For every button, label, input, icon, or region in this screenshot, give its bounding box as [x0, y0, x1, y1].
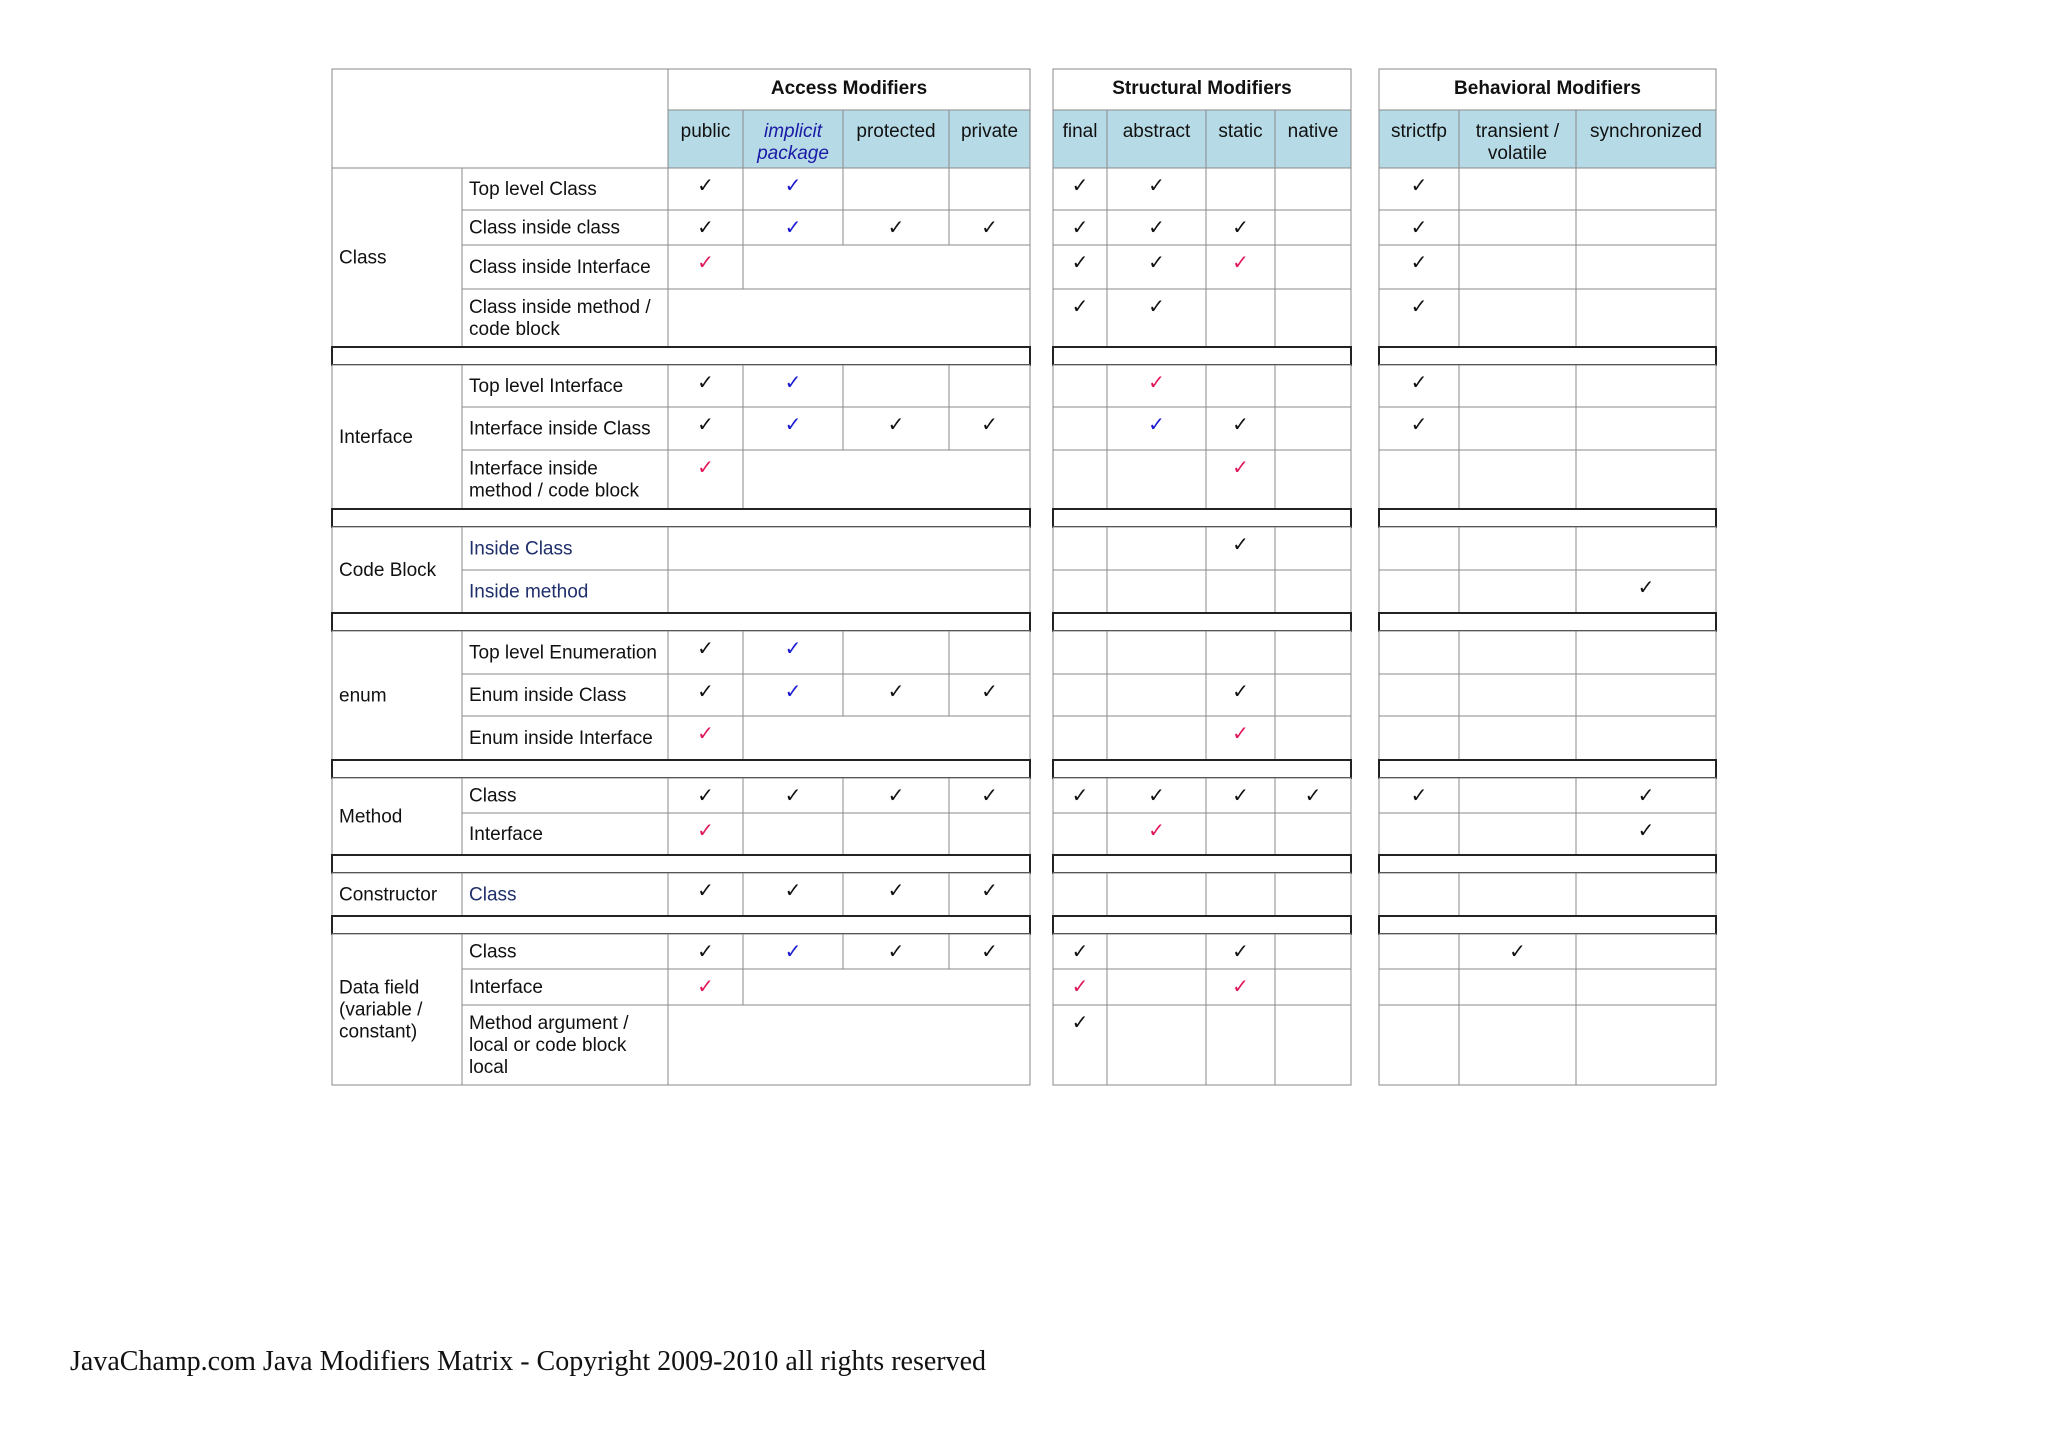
section-separator [1379, 613, 1716, 631]
matrix-cell [1275, 813, 1351, 855]
matrix-cell [1459, 450, 1576, 509]
merged-blank-cell [743, 969, 1030, 1005]
section-separator [1379, 855, 1716, 873]
column-header-label: public [680, 121, 731, 142]
check-mark-icon: ✓ [1071, 974, 1089, 998]
check-mark-icon: ✓ [981, 412, 998, 436]
matrix-cell [949, 168, 1030, 210]
row-label: Inside Class [469, 538, 573, 560]
matrix-cell [1459, 873, 1576, 916]
matrix-cell [1576, 365, 1716, 407]
matrix-cell [1206, 813, 1275, 855]
column-header-label: private [960, 121, 1019, 142]
merged-blank-cell [668, 527, 1030, 570]
check-mark-icon: ✓ [784, 679, 802, 703]
matrix-cell [843, 168, 949, 210]
matrix-cell [949, 365, 1030, 407]
matrix-cell [1053, 407, 1107, 450]
matrix-cell [1576, 1005, 1716, 1085]
row-label: Class [469, 785, 517, 807]
row-label: Interface [469, 824, 543, 845]
check-mark-icon: ✓ [697, 412, 714, 436]
matrix-cell [1053, 631, 1107, 674]
matrix-cell [1379, 934, 1459, 969]
matrix-cell [1379, 570, 1459, 613]
matrix-cell [1107, 674, 1206, 716]
matrix-cell [1576, 873, 1716, 916]
check-mark-icon: ✓ [1071, 250, 1089, 274]
matrix-cell [1379, 813, 1459, 855]
check-mark-icon: ✓ [1232, 250, 1249, 274]
matrix-cell [1459, 969, 1576, 1005]
matrix-cell [1275, 631, 1351, 674]
row-label: Interface inside method / code block [469, 458, 640, 502]
check-mark-icon: ✓ [784, 370, 802, 394]
check-mark-icon: ✓ [1410, 250, 1428, 274]
row-label: Top level Enumeration [469, 642, 657, 664]
matrix-cell [1053, 716, 1107, 760]
check-mark-icon: ✓ [1509, 939, 1526, 963]
section-label: Interface [339, 427, 413, 448]
copyright-footer: JavaChamp.com Java Modifiers Matrix - Copyright 2009-2010 all rights reserved [70, 1346, 987, 1377]
section-separator [332, 855, 1030, 873]
matrix-cell [1275, 450, 1351, 509]
matrix-cell [1275, 527, 1351, 570]
column-header-label: protected [856, 121, 936, 142]
row-label: Method argument / local or code block local [469, 1013, 629, 1078]
matrix-cell [1459, 527, 1576, 570]
check-mark-icon: ✓ [697, 878, 714, 902]
merged-blank-cell [668, 1005, 1030, 1085]
check-mark-icon: ✓ [887, 878, 905, 902]
matrix-cell [1053, 570, 1107, 613]
check-mark-icon: ✓ [1637, 783, 1655, 807]
group-header-label: Structural Modifiers [1112, 78, 1292, 99]
matrix-cell [1459, 631, 1576, 674]
matrix-cell [1206, 289, 1275, 347]
row-label: Class inside class [469, 217, 620, 239]
column-header-label: implicit package [757, 121, 829, 164]
matrix-cell [1107, 570, 1206, 613]
group-header-label: Access Modifiers [770, 78, 928, 99]
matrix-cell [1576, 527, 1716, 570]
check-mark-icon: ✓ [1232, 679, 1249, 703]
check-mark-icon: ✓ [697, 939, 714, 963]
check-mark-icon: ✓ [697, 215, 714, 239]
column-header-label: final [1062, 121, 1098, 142]
check-mark-icon: ✓ [697, 783, 714, 807]
section-label: Method [339, 806, 403, 828]
check-mark-icon: ✓ [1410, 783, 1428, 807]
section-separator [1379, 509, 1716, 527]
matrix-cell [1107, 969, 1206, 1005]
section-separator [1379, 916, 1716, 934]
check-mark-icon: ✓ [1410, 294, 1428, 318]
merged-blank-cell [668, 570, 1030, 613]
matrix-cell [1275, 289, 1351, 347]
check-mark-icon: ✓ [1232, 215, 1249, 239]
matrix-cell [1206, 570, 1275, 613]
matrix-cell [1107, 934, 1206, 969]
section-separator [1379, 760, 1716, 778]
matrix-cell [1576, 407, 1716, 450]
column-header-label: abstract [1122, 121, 1191, 142]
check-mark-icon: ✓ [1232, 455, 1249, 479]
row-label: Interface inside Class [469, 418, 651, 440]
matrix-cell [743, 813, 843, 855]
matrix-cell [1206, 873, 1275, 916]
check-mark-icon: ✓ [784, 939, 802, 963]
check-mark-icon: ✓ [1232, 721, 1249, 745]
check-mark-icon: ✓ [981, 939, 998, 963]
merged-blank-cell [743, 716, 1030, 760]
row-label: Class inside Interface [469, 257, 651, 278]
check-mark-icon: ✓ [1410, 412, 1428, 436]
matrix-cell [1576, 450, 1716, 509]
merged-blank-cell [743, 245, 1030, 289]
check-mark-icon: ✓ [887, 215, 905, 239]
matrix-cell [1379, 969, 1459, 1005]
matrix-cell [1379, 450, 1459, 509]
check-mark-icon: ✓ [1071, 1010, 1089, 1034]
check-mark-icon: ✓ [887, 783, 905, 807]
check-mark-icon: ✓ [887, 679, 905, 703]
matrix-cell [1107, 450, 1206, 509]
matrix-cell [1053, 365, 1107, 407]
matrix-cell [1576, 245, 1716, 289]
section-separator [1053, 855, 1351, 873]
check-mark-icon: ✓ [1232, 783, 1249, 807]
matrix-cell [1576, 934, 1716, 969]
check-mark-icon: ✓ [697, 250, 714, 274]
matrix-cell [1107, 631, 1206, 674]
check-mark-icon: ✓ [784, 636, 802, 660]
column-header-label: strictfp [1391, 121, 1447, 142]
matrix-cell [1459, 813, 1576, 855]
matrix-cell [1275, 934, 1351, 969]
check-mark-icon: ✓ [1148, 370, 1165, 394]
matrix-cell [1379, 716, 1459, 760]
matrix-cell [1379, 1005, 1459, 1085]
matrix-cell [1379, 527, 1459, 570]
check-mark-icon: ✓ [697, 636, 714, 660]
section-separator [1379, 347, 1716, 365]
matrix-cell [1107, 873, 1206, 916]
section-separator [332, 347, 1030, 365]
matrix-cell [843, 365, 949, 407]
matrix-cell [1275, 873, 1351, 916]
matrix-cell [843, 813, 949, 855]
matrix-cell [1206, 631, 1275, 674]
matrix-cell [1379, 631, 1459, 674]
matrix-cell [1576, 289, 1716, 347]
check-mark-icon: ✓ [784, 412, 802, 436]
row-label: Top level Class [469, 179, 597, 200]
column-header-label: synchronized [1590, 121, 1702, 142]
check-mark-icon: ✓ [1410, 370, 1428, 394]
group-header-label: Behavioral Modifiers [1454, 78, 1641, 99]
merged-blank-cell [668, 289, 1030, 347]
matrix-cell [1053, 813, 1107, 855]
matrix-cell [1107, 1005, 1206, 1085]
check-mark-icon: ✓ [784, 173, 802, 197]
matrix-cell [1107, 527, 1206, 570]
check-mark-icon: ✓ [1232, 532, 1249, 556]
check-mark-icon: ✓ [1410, 215, 1428, 239]
check-mark-icon: ✓ [1232, 412, 1249, 436]
matrix-cell [1379, 873, 1459, 916]
section-separator [1053, 613, 1351, 631]
check-mark-icon: ✓ [784, 878, 802, 902]
section-separator [1053, 760, 1351, 778]
matrix-cell [1275, 674, 1351, 716]
check-mark-icon: ✓ [1148, 783, 1165, 807]
section-separator [1053, 509, 1351, 527]
matrix-cell [1459, 168, 1576, 210]
check-mark-icon: ✓ [697, 679, 714, 703]
check-mark-icon: ✓ [1148, 412, 1165, 436]
check-mark-icon: ✓ [1148, 173, 1165, 197]
check-mark-icon: ✓ [981, 878, 998, 902]
check-mark-icon: ✓ [1071, 173, 1089, 197]
check-mark-icon: ✓ [1071, 215, 1089, 239]
check-mark-icon: ✓ [1071, 783, 1089, 807]
row-label: Top level Interface [469, 376, 624, 397]
row-label: Class [469, 941, 517, 963]
check-mark-icon: ✓ [697, 370, 714, 394]
matrix-cell [1206, 1005, 1275, 1085]
matrix-cell [1459, 674, 1576, 716]
matrix-cell [1275, 245, 1351, 289]
section-separator [332, 916, 1030, 934]
section-label: Constructor [339, 884, 438, 906]
section-label: enum [339, 685, 387, 707]
section-separator [332, 509, 1030, 527]
check-mark-icon: ✓ [1071, 939, 1089, 963]
check-mark-icon: ✓ [697, 721, 714, 745]
column-header-label: native [1287, 121, 1339, 142]
check-mark-icon: ✓ [1637, 818, 1655, 842]
matrix-cell [1459, 289, 1576, 347]
matrix-cell [1459, 210, 1576, 245]
column-header-label: static [1218, 121, 1263, 142]
row-label: Enum inside Interface [469, 728, 653, 749]
matrix-cell [1053, 527, 1107, 570]
matrix-cell [1275, 716, 1351, 760]
matrix-cell [1275, 969, 1351, 1005]
section-separator [332, 613, 1030, 631]
section-separator [1053, 916, 1351, 934]
matrix-cell [1459, 778, 1576, 813]
section-label: Class [339, 247, 387, 269]
matrix-cell [1576, 631, 1716, 674]
matrix-cell [843, 631, 949, 674]
matrix-cell [1275, 407, 1351, 450]
column-header-label: transient / volatile [1475, 121, 1560, 164]
check-mark-icon: ✓ [1148, 294, 1165, 318]
check-mark-icon: ✓ [1148, 818, 1165, 842]
matrix-cell [1206, 168, 1275, 210]
check-mark-icon: ✓ [887, 412, 905, 436]
section-separator [1053, 347, 1351, 365]
check-mark-icon: ✓ [697, 455, 714, 479]
check-mark-icon: ✓ [981, 783, 998, 807]
check-mark-icon: ✓ [1148, 250, 1165, 274]
check-mark-icon: ✓ [697, 818, 714, 842]
check-mark-icon: ✓ [784, 783, 802, 807]
merged-blank-cell [743, 450, 1030, 509]
matrix-cell [1053, 450, 1107, 509]
check-mark-icon: ✓ [1232, 974, 1249, 998]
matrix-cell [1053, 674, 1107, 716]
row-label: Enum inside Class [469, 685, 627, 706]
check-mark-icon: ✓ [1232, 939, 1249, 963]
matrix-cell [1459, 716, 1576, 760]
header-corner [332, 69, 668, 168]
matrix-cell [949, 631, 1030, 674]
row-label: Class inside method / code block [469, 297, 651, 340]
matrix-cell [1206, 365, 1275, 407]
check-mark-icon: ✓ [1637, 575, 1655, 599]
section-label: Data field (variable / constant) [339, 977, 423, 1043]
matrix-cell [1053, 873, 1107, 916]
matrix-cell [1576, 716, 1716, 760]
row-label: Class [469, 884, 517, 906]
check-mark-icon: ✓ [697, 173, 714, 197]
matrix-cell [1576, 969, 1716, 1005]
check-mark-icon: ✓ [1071, 294, 1089, 318]
check-mark-icon: ✓ [1148, 215, 1165, 239]
matrix-cell [1107, 716, 1206, 760]
matrix-cell [1275, 210, 1351, 245]
matrix-cell [1576, 210, 1716, 245]
check-mark-icon: ✓ [697, 974, 714, 998]
matrix-cell [1459, 245, 1576, 289]
matrix-cell [1275, 365, 1351, 407]
matrix-cell [1275, 570, 1351, 613]
matrix-cell [1275, 1005, 1351, 1085]
section-label: Code Block [339, 560, 437, 581]
matrix-cell [1576, 168, 1716, 210]
matrix-cell [1459, 1005, 1576, 1085]
row-label: Interface [469, 977, 543, 998]
section-separator [332, 760, 1030, 778]
matrix-cell [1576, 674, 1716, 716]
check-mark-icon: ✓ [784, 215, 802, 239]
check-mark-icon: ✓ [887, 939, 905, 963]
matrix-cell [1459, 407, 1576, 450]
matrix-cell [1459, 365, 1576, 407]
matrix-cell [949, 813, 1030, 855]
check-mark-icon: ✓ [981, 679, 998, 703]
matrix-cell [1275, 168, 1351, 210]
matrix-cell [1379, 674, 1459, 716]
check-mark-icon: ✓ [1410, 173, 1428, 197]
matrix-cell [1459, 570, 1576, 613]
check-mark-icon: ✓ [981, 215, 998, 239]
check-mark-icon: ✓ [1304, 783, 1322, 807]
row-label: Inside method [469, 581, 589, 603]
